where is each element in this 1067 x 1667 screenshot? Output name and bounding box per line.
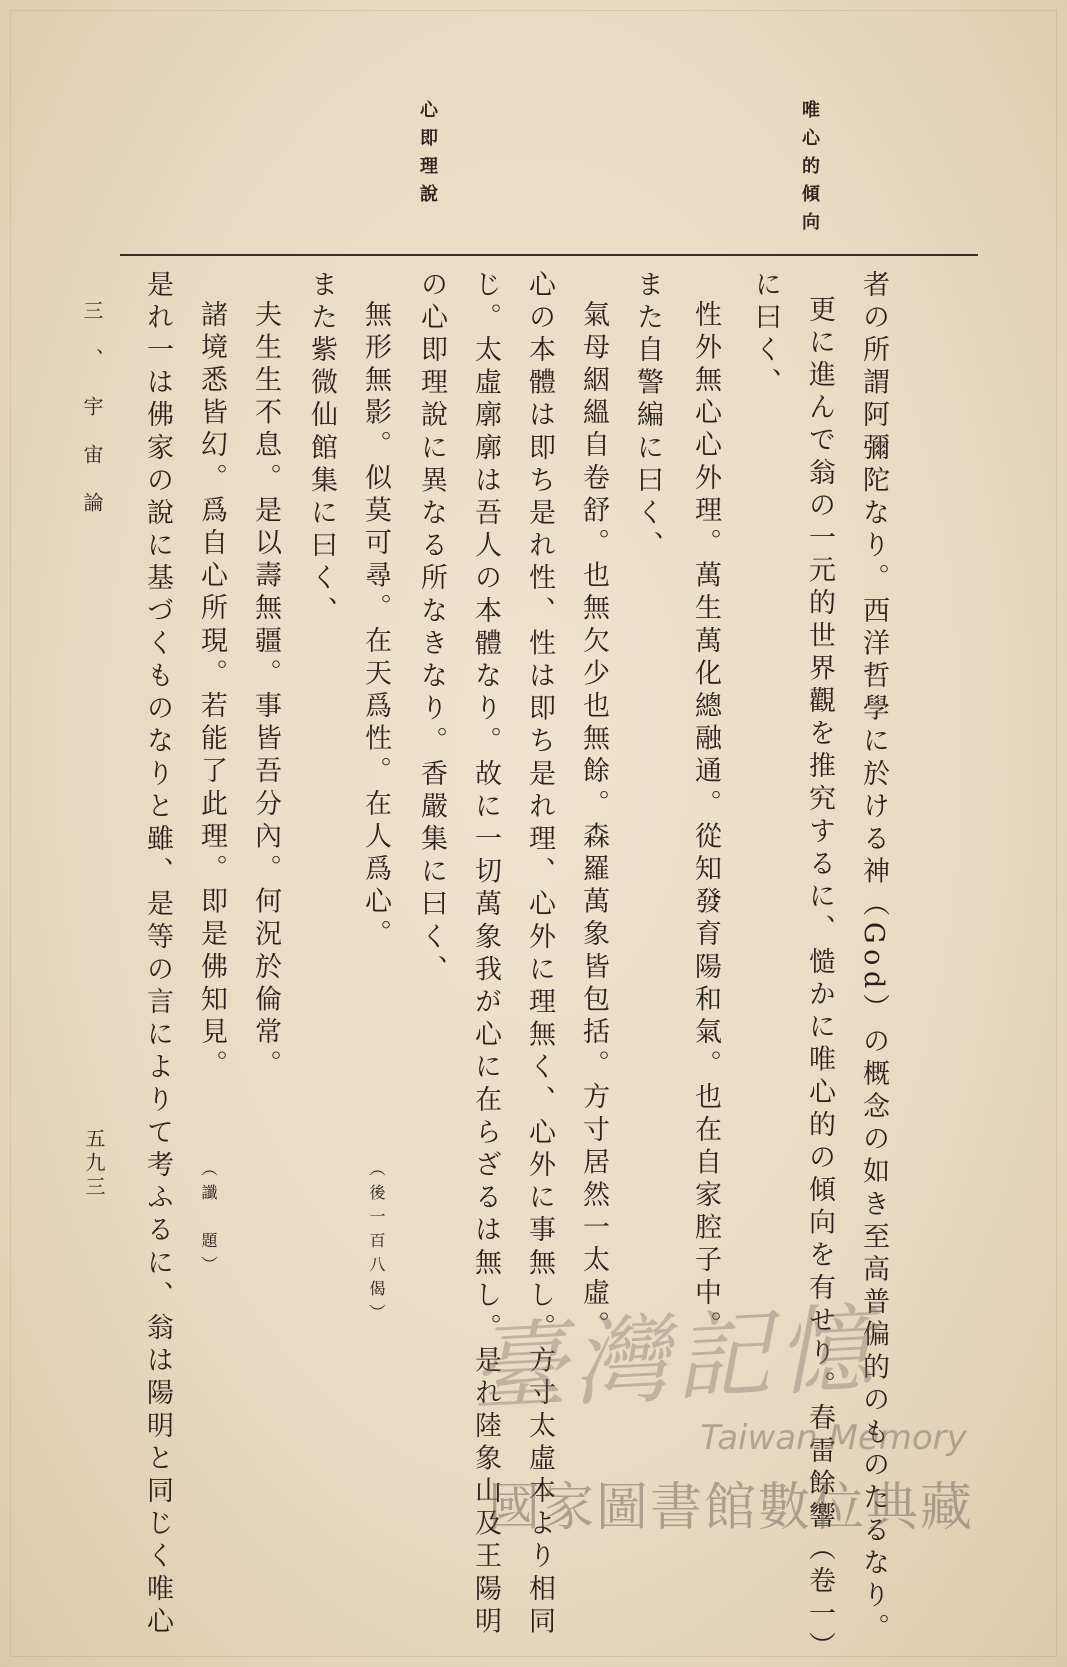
text-line: 者の所謂阿彌陀なり。西洋哲學に於ける神（God）の概念の如き至高普偏的のものたるなり。: [858, 270, 889, 1646]
text-line: また自警編に曰く、: [632, 270, 663, 564]
verse-line: 諸境悉皆幻。爲自心所現。若能了此理。即是佛知見。: [196, 300, 227, 1083]
header-rule: [120, 254, 978, 256]
page-number: 五九三: [82, 1128, 106, 1200]
footer-section-label: 三、宇宙論: [80, 300, 104, 540]
text-line: の心即理說に異なる所なきなり。香嚴集に曰く、: [416, 270, 447, 988]
text-line: 心の本體は即ち是れ性、性は即ち是れ理、心外に理無く、心外に事無し。方寸太虛本より相同: [524, 270, 555, 1640]
text-line: じ。太虛廓廓は吾人の本體なり。故に一切萬象我が心に在らざるは無し。是れ陸象山及王陽明: [470, 270, 501, 1640]
verse-line: 性外無心心外理。萬生萬化總融通。從知發育陽和氣。也在自家腔子中。: [690, 300, 721, 1344]
verse-line: 氣母絪縕自卷舒。也無欠少也無餘。森羅萬象皆包括。方寸居然一太虛。: [578, 300, 609, 1344]
verse-citation: （後一百八偈）: [367, 1160, 386, 1328]
watermark-library-name: 國家圖書館數位典藏: [488, 1478, 975, 1538]
text-line: 更に進んで翁の一元的世界觀を推究するに、慥かに唯心的の傾向を有せり。春雷餘響（卷一）: [804, 295, 835, 1665]
verse-line: 無形無影。似莫可尋。在天爲性。在人爲心。: [360, 300, 391, 952]
watermark-taiwan-memory-logo: 臺灣記憶: [467, 1292, 882, 1426]
watermark-english: Taiwan Memory: [700, 1418, 967, 1458]
verse-line: 夫生生不息。是以壽無疆。事皆吾分內。何況於倫常。: [250, 300, 281, 1083]
text-line: に曰く、: [750, 270, 781, 401]
text-line: 是れ一は佛家の說に基づくものなりと雖、是等の言によりて考ふるに、翁は陽明と同じく唯心: [142, 270, 173, 1640]
verse-citation: （讖 題）: [199, 1160, 218, 1280]
text-line: また紫微仙館集に曰く、: [306, 270, 337, 629]
section-heading: 心即理說: [417, 100, 438, 212]
chapter-heading: 唯心的傾向: [799, 100, 820, 240]
